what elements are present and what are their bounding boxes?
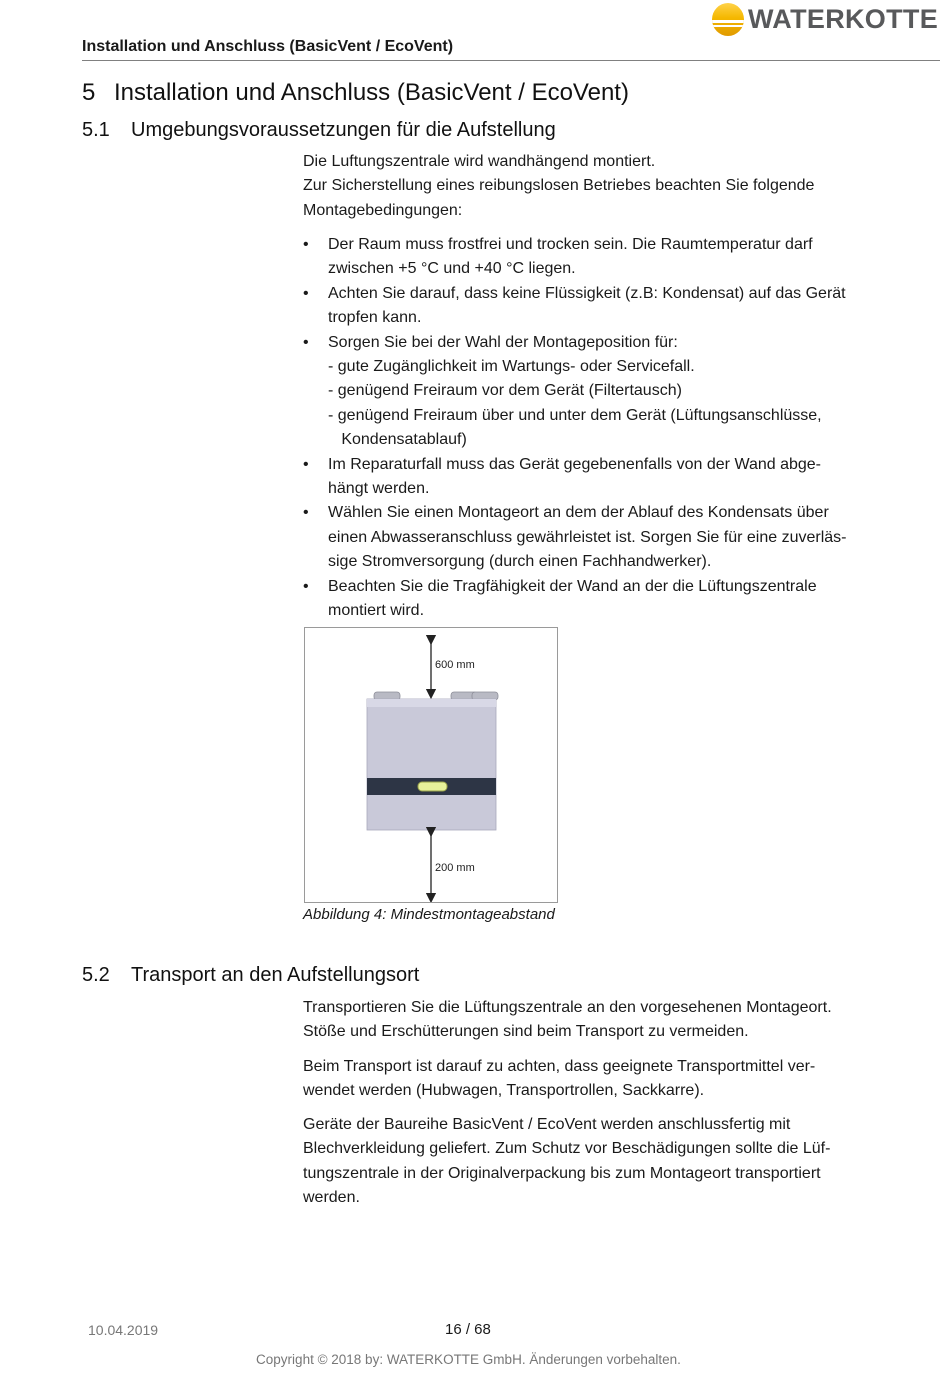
list-item-line: einen Abwasseranschluss gewährleistet ist. Sorgen Sie für eine zuverläs-: [328, 528, 847, 546]
top-clearance-label: 600 mm: [435, 659, 475, 671]
intro-line: Montagebedingungen:: [303, 201, 463, 219]
list-item: [303, 575, 883, 624]
list-item-line: tropfen kann.: [328, 309, 422, 327]
transport-paragraph: [303, 996, 883, 1045]
bullet-icon: •: [303, 577, 309, 595]
bottom-clearance-label: 200 mm: [435, 862, 475, 874]
list-item-line: Beachten Sie die Tragfähigkeit der Wand an der die Lüftungszentrale: [328, 577, 817, 595]
paragraph-line: Geräte der Baureihe BasicVent / EcoVent werden anschlussfertig mit: [303, 1116, 791, 1133]
status-display: [418, 782, 447, 791]
list-item-line: sige Stromversorgung (durch einen Fachhandwerker).: [328, 553, 712, 571]
bullet-icon: •: [303, 333, 309, 351]
footer-copyright: Copyright © 2018 by: WATERKOTTE GmbH. Änderungen vorbehalten.: [256, 1352, 681, 1367]
bullet-icon: •: [303, 455, 309, 473]
requirements-list: [303, 233, 883, 624]
list-item-line: - gute Zugänglichkeit im Wartungs- oder Servicefall.: [328, 358, 695, 376]
footer-date: 10.04.2019: [88, 1322, 159, 1338]
list-item: [303, 233, 883, 282]
paragraph-line: tungszentrale in der Originalverpackung bis zum Montageort transportiert: [303, 1164, 821, 1182]
intro-paragraph: [303, 150, 883, 223]
waterkotte-logo: [712, 2, 938, 36]
subsection-title: Transport an den Aufstellungsort: [131, 964, 420, 986]
figure-caption: Abbildung 4: Mindestmontageabstand: [303, 906, 555, 923]
intro-line: Die Luftungszentrale wird wandhängend montiert.: [303, 153, 656, 170]
page-number: 16 / 68: [445, 1321, 491, 1338]
transport-paragraph: [303, 1055, 883, 1104]
ventilation-unit-illustration: [305, 628, 557, 902]
subsection-number: 5.1: [82, 119, 110, 141]
section-number: 5: [82, 79, 96, 106]
list-item-line: Im Reparaturfall muss das Gerät gegebenenfalls von der Wand abge-: [328, 455, 822, 473]
list-item-line: hängt werden.: [328, 480, 430, 498]
list-item-line: Achten Sie darauf, dass keine Flüssigkeit (z.B: Kondensat) auf das Gerät: [328, 284, 846, 302]
list-item: [303, 331, 883, 453]
bullet-icon: •: [303, 284, 309, 302]
paragraph-line: werden.: [303, 1189, 360, 1207]
paragraph-line: Stöße und Erschütterungen sind beim Transport zu vermeiden.: [303, 1023, 749, 1041]
list-item-line: zwischen +5 °C und +40 °C liegen.: [328, 260, 576, 278]
section-title: Installation und Anschluss (BasicVent / EcoVent): [114, 79, 629, 106]
list-item-line: Der Raum muss frostfrei und trocken sein. Die Raumtemperatur darf: [328, 236, 813, 253]
transport-paragraph: [303, 1113, 883, 1211]
section-heading: [82, 79, 629, 107]
list-item-line: - genügend Freiraum über und unter dem Gerät (Lüftungsanschlüsse,: [328, 406, 822, 424]
paragraph-line: wendet werden (Hubwagen, Transportrollen, Sackkarre).: [303, 1082, 705, 1100]
list-item-line: - genügend Freiraum vor dem Gerät (Filtertausch): [328, 382, 682, 400]
logo-sun-icon: [712, 3, 744, 36]
subsection-title: Umgebungsvoraussetzungen für die Aufstellung: [131, 119, 556, 141]
list-item-line: Kondensatablauf): [328, 431, 467, 449]
running-header: Installation und Anschluss (BasicVent / EcoVent): [82, 38, 454, 55]
list-item-line: montiert wird.: [328, 602, 425, 620]
logo-wordmark: WATERKOTTE: [748, 3, 938, 34]
paragraph-line: Transportieren Sie die Lüftungszentrale an den vorgesehenen Montageort.: [303, 999, 832, 1016]
list-item: [303, 453, 883, 502]
list-item-line: Wählen Sie einen Montageort an dem der Ablauf des Kondensats über: [328, 504, 829, 522]
unit-body: [367, 699, 496, 830]
list-item: [303, 282, 883, 331]
subsection-heading-5-1: [82, 119, 556, 142]
list-item-line: Sorgen Sie bei der Wahl der Montageposition für:: [328, 333, 678, 351]
list-item: [303, 501, 883, 574]
subsection-number: 5.2: [82, 964, 110, 986]
unit-top-face: [367, 699, 496, 707]
paragraph-line: Blechverkleidung geliefert. Zum Schutz vor Beschädigungen sollte die Lüf-: [303, 1140, 831, 1158]
mounting-clearance-figure: [304, 627, 558, 903]
paragraph-line: Beim Transport ist darauf zu achten, dass geeignete Transportmittel ver-: [303, 1058, 816, 1075]
bullet-icon: •: [303, 504, 309, 522]
intro-line: Zur Sicherstellung eines reibungslosen Betriebes beachten Sie folgende: [303, 177, 815, 195]
bullet-icon: •: [303, 236, 309, 253]
subsection-heading-5-2: [82, 964, 419, 987]
header-rule: [82, 60, 940, 61]
